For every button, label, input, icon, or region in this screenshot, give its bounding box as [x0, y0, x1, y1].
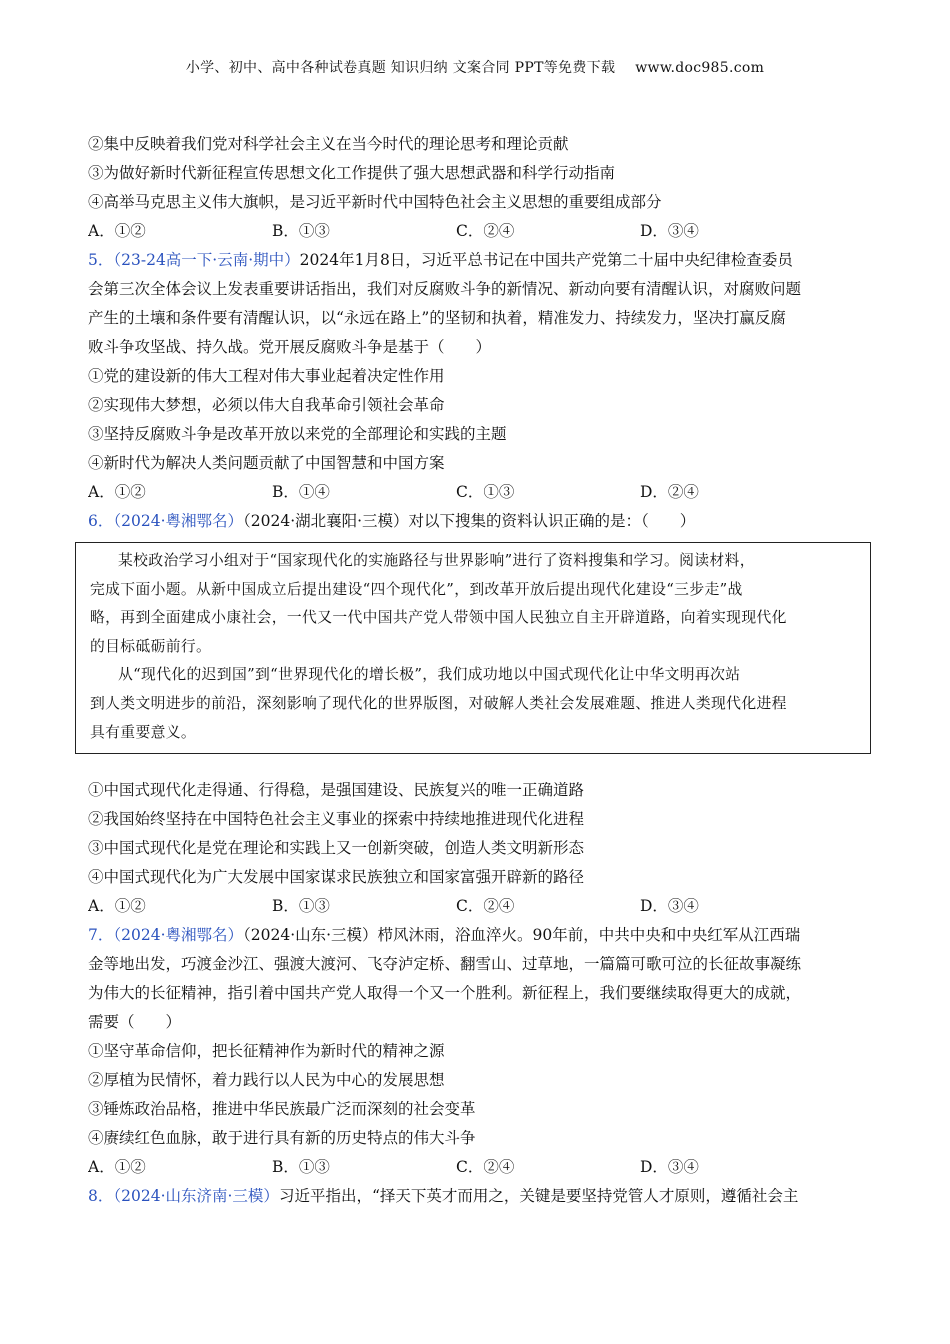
exam-content — [88, 130, 878, 1211]
statement-line: ②我国始终坚持在中国特色社会主义事业的探索中持续地推进现代化进程 — [88, 810, 585, 829]
question-4-tail — [88, 130, 878, 246]
option-a[interactable]: A．①② — [88, 483, 146, 501]
statement-line: ④赓续红色血脉，敢于进行具有新的历史特点的伟大斗争 — [88, 1129, 476, 1148]
question-number: 7． — [88, 926, 114, 945]
question-stem-line: 8．（2024·山东济南·三模）习近平指出，“择天下英才而用之，关键是要坚持党管人才原则，遵循社会主 — [88, 1187, 799, 1206]
material-box — [75, 542, 871, 754]
question-8 — [88, 1182, 878, 1211]
statement-line: ③中国式现代化是党在理论和实践上又一创新突破，创造人类文明新形态 — [88, 839, 585, 858]
statement-line: ④新时代为解决人类问题贡献了中国智慧和中国方案 — [88, 454, 445, 472]
material-line: 的目标砥砺前行。 — [90, 637, 212, 655]
question-stem-line: 败斗争攻坚战、持久战。党开展反腐败斗争是基于（ ） — [88, 338, 492, 356]
material-line: 完成下面小题。从新中国成立后提出建设“四个现代化”，到改革开放后提出现代化建设“三步走”战 — [90, 580, 743, 598]
option-b[interactable]: B．①③ — [272, 1158, 330, 1177]
question-stem-line: 5．（23-24高一下·云南·期中）2024年1月8日，习近平总书记在中国共产党第二十届中央纪律检查委员 — [88, 251, 793, 269]
material-line: 具有重要意义。 — [90, 723, 197, 741]
statement-line: ③锤炼政治品格，推进中华民族最广泛而深刻的社会变革 — [88, 1100, 476, 1119]
option-d[interactable]: D．③④ — [640, 897, 699, 916]
answer-options — [88, 892, 878, 921]
option-a[interactable]: A．①② — [88, 1158, 146, 1177]
option-c[interactable]: C．②④ — [456, 1158, 515, 1177]
statement-line: ②集中反映着我们党对科学社会主义在当今时代的理论思考和理论贡献 — [88, 135, 569, 153]
option-a[interactable]: A．①② — [88, 897, 146, 916]
option-c[interactable]: C．①③ — [456, 483, 515, 501]
option-b[interactable]: B．①③ — [272, 897, 330, 916]
statement-line: ②厚植为民情怀，着力践行以人民为中心的发展思想 — [88, 1071, 445, 1090]
option-d[interactable]: D．③④ — [640, 1158, 699, 1177]
question-stem-line: 为伟大的长征精神，指引着中国共产党人取得一个又一个胜利。新征程上，我们要继续取得更大的成就， — [88, 984, 802, 1003]
option-c[interactable]: C．②④ — [456, 222, 515, 240]
statement-line: ①坚守革命信仰，把长征精神作为新时代的精神之源 — [88, 1042, 445, 1061]
header-website[interactable]: www.doc985.com — [635, 60, 765, 76]
question-stem-line: 会第三次全体会议上发表重要讲话指出，我们对反腐败斗争的新情况、新动向要有清醒认识，对腐败问题 — [88, 280, 802, 298]
option-d[interactable]: D．②④ — [640, 483, 699, 501]
answer-options — [88, 217, 878, 246]
question-7 — [88, 921, 878, 1182]
question-source: （2024·粤湘鄂名） — [113, 512, 243, 530]
header-left-text: 小学、初中、高中各种试卷真题 知识归纳 文案合同 PPT等免费下载 — [185, 60, 616, 76]
question-5 — [88, 246, 878, 507]
option-c[interactable]: C．②④ — [456, 897, 515, 916]
question-stem-line: 需要（ ） — [88, 1013, 182, 1032]
question-stem-line: 金等地出发，巧渡金沙江、强渡大渡河、飞夺泸定桥、翻雪山、过草地，一篇篇可歌可泣的长征故事凝练 — [88, 955, 802, 974]
material-line: 略，再到全面建成小康社会，一代又一代中国共产党人带领中国人民独立自主开辟道路，向着实现现代化 — [90, 609, 787, 627]
option-a[interactable]: A．①② — [88, 222, 146, 240]
option-b[interactable]: B．①③ — [272, 222, 330, 240]
statement-line: ④中国式现代化为广大发展中国家谋求民族独立和国家富强开辟新的路径 — [88, 868, 585, 887]
question-6 — [88, 507, 878, 921]
page-header — [0, 57, 950, 77]
question-source: （2024·山东济南·三模） — [113, 1187, 279, 1206]
statement-line: ②实现伟大梦想，必须以伟大自我革命引领社会革命 — [88, 396, 445, 414]
question-source: （2024·粤湘鄂名） — [113, 926, 243, 945]
statement-line: ③坚持反腐败斗争是改革开放以来党的全部理论和实践的主题 — [88, 425, 507, 443]
question-number: 5． — [88, 251, 114, 269]
question-stem-line: 7．（2024·粤湘鄂名）（2024·山东·三模）栉风沐雨，浴血淬火。90年前，中共中央和中央红军从江西瑞 — [88, 926, 801, 945]
material-line: 从“现代化的迟到国”到“世界现代化的增长极”，我们成功地以中国式现代化让中华文明再次站 — [118, 666, 741, 684]
question-stem-line: 6．（2024·粤湘鄂名）（2024·湖北襄阳·三模）对以下搜集的资料认识正确的是：（ ） — [88, 512, 696, 530]
statement-line: ①中国式现代化走得通、行得稳，是强国建设、民族复兴的唯一正确道路 — [88, 781, 585, 800]
statement-line: ④高举马克思主义伟大旗帜，是习近平新时代中国特色社会主义思想的重要组成部分 — [88, 193, 662, 211]
statement-line: ①党的建设新的伟大工程对伟大事业起着决定性作用 — [88, 367, 445, 385]
statement-line: ③为做好新时代新征程宣传思想文化工作提供了强大思想武器和科学行动指南 — [88, 164, 616, 182]
material-line: 某校政治学习小组对于“国家现代化的实施路径与世界影响”进行了资料搜集和学习。阅读材料， — [118, 552, 755, 569]
option-d[interactable]: D．③④ — [640, 222, 699, 240]
question-source: （23-24高一下·云南·期中） — [113, 251, 300, 269]
question-number: 8． — [88, 1187, 114, 1206]
question-number: 6． — [88, 512, 114, 530]
question-stem-line: 产生的土壤和条件要有清醒认识，以“永远在路上”的坚韧和执着，精准发力、持续发力，坚决打赢反腐 — [88, 309, 786, 327]
answer-options — [88, 1153, 878, 1182]
material-line: 到人类文明进步的前沿，深刻影响了现代化的世界版图，对破解人类社会发展难题、推进人类现代化进程 — [90, 694, 787, 712]
option-b[interactable]: B．①④ — [272, 483, 330, 501]
answer-options — [88, 478, 878, 507]
